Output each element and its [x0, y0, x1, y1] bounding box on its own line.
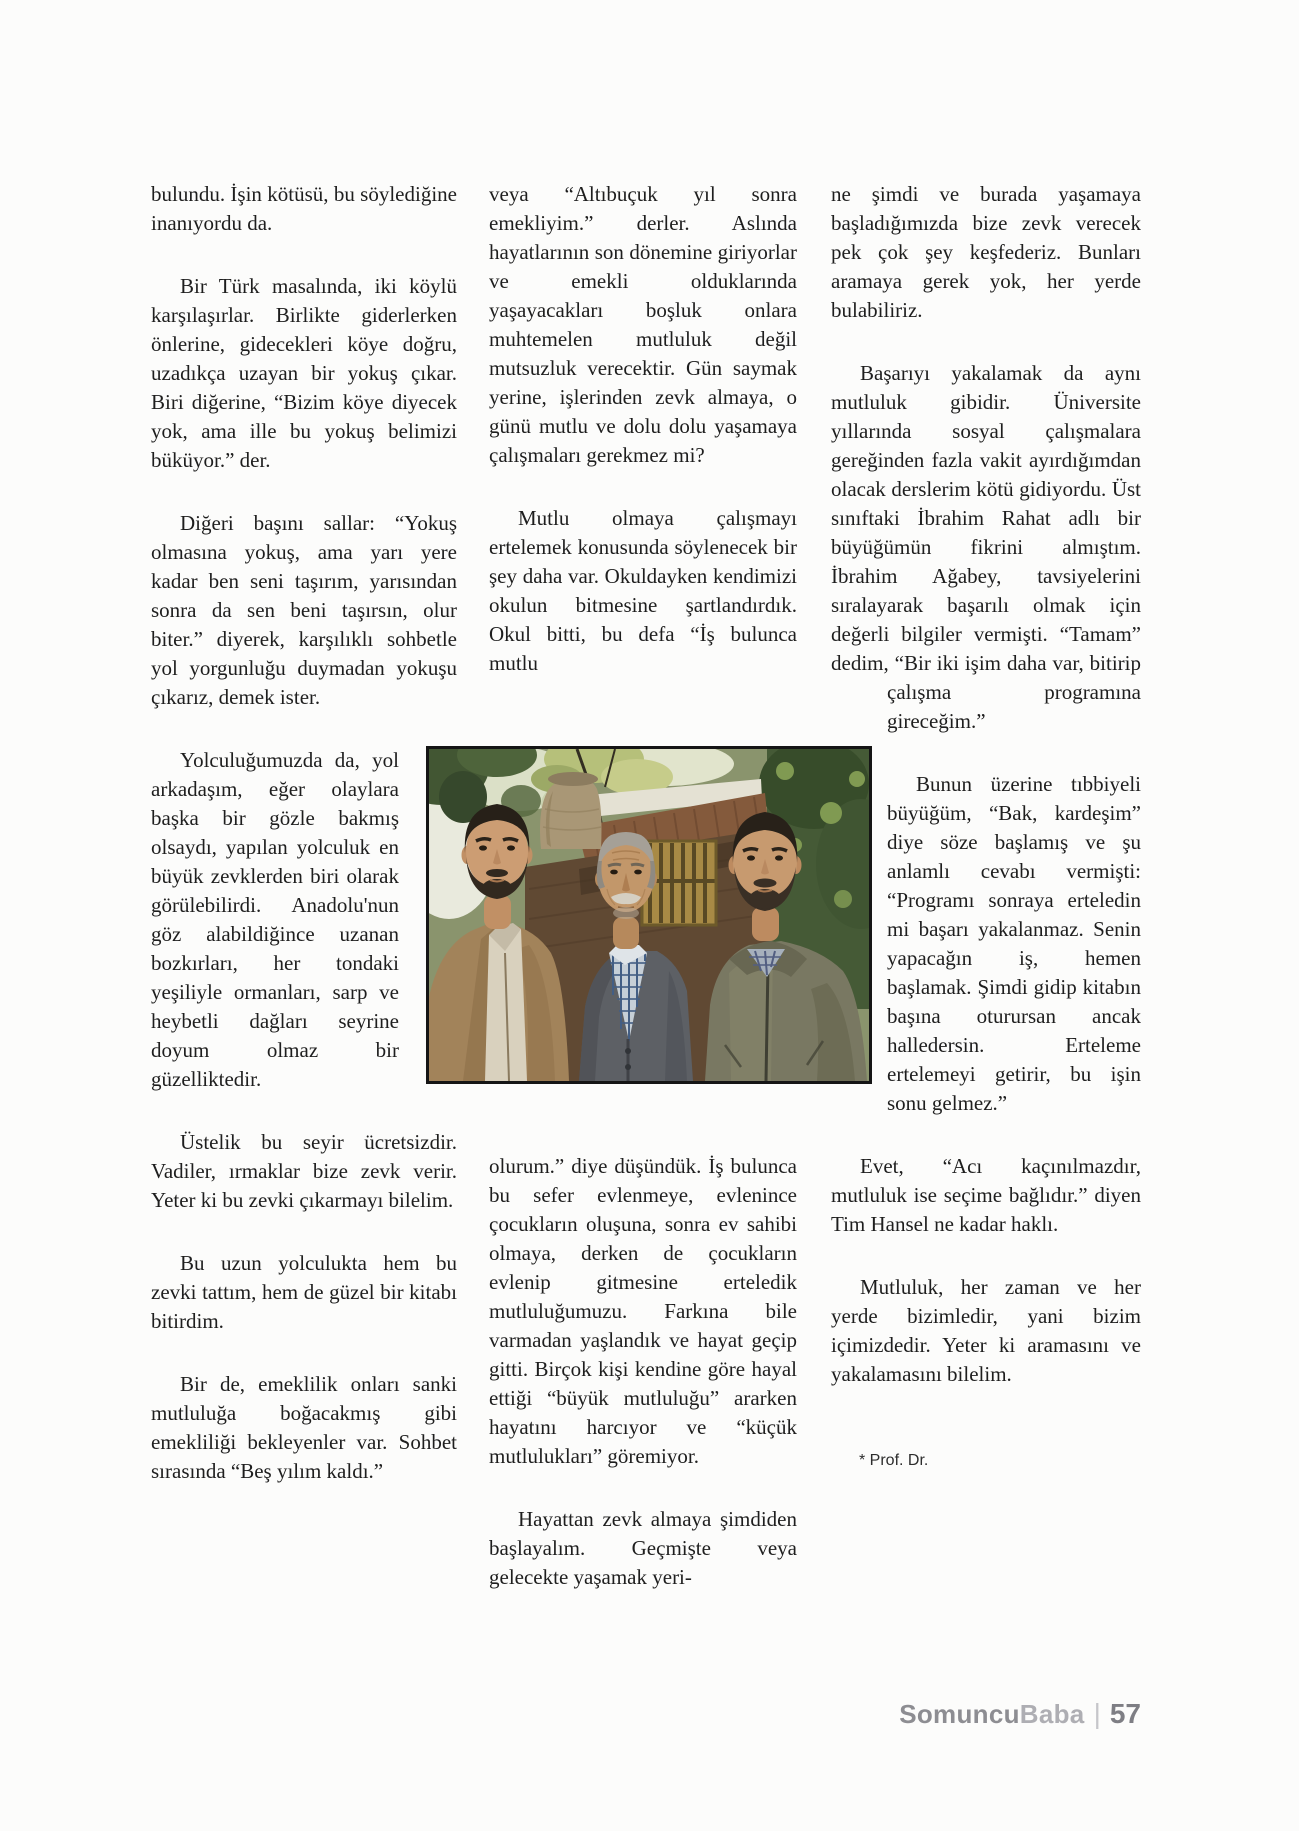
magazine-brand-baba: Baba	[1019, 1699, 1085, 1729]
paragraph: Bir de, emeklilik onları sanki mutluluğa boğacakmış gibi emekliliği bekleyenler var. Sohbet sırasında “Beş yılım kaldı.”	[151, 1372, 457, 1483]
paragraph: Bu uzun yolculukta hem bu zevki tattım, hem de güzel bir kitabı bitirdim.	[151, 1251, 457, 1333]
paragraph: Bunun üzerine tıbbiyeli büyüğüm, “Bak, kardeşim” diye söze başlamış ve şu anlamlı cevabı vermişti: “Programı sonraya erteledin mi başarı yakalanmaz. Senin yapacağın iş, hemen başlamak. Şimdi gidip kitabın başına oturursan ancak halledersin. Erteleme ertelemeyi getirir, bu işin sonu gelmez.”	[887, 772, 1141, 1115]
three-men-photo-illustration	[429, 749, 869, 1081]
paragraph: Yolculuğumuzda da, yol arkadaşım, eğer olaylara başka bir gözle bakmış olsaydı, yapılan yolculuk en büyük zevklerden biri olarak görülebilirdi. Anadolu'nun göz alabildiğince uzanan bozkırları, her tondaki yeşiliyle ormanları, sarp ve heybetli dağları seyrine doyum olmaz bir güzelliktedir.	[151, 748, 399, 1091]
page-number: 57	[1109, 1698, 1141, 1729]
paragraph: Hayattan zevk almaya şimdiden başlayalım. Geçmişte veya gelecekte yaşamak yeri-	[489, 1507, 797, 1589]
paragraph: Başarıyı yakalamak da aynı mutluluk gibidir. Üniversite yıllarında sosyal çalışmalara gereğinden fazla vakit ayırdığımdan olacak derslerim kötü gidiyordu. Üst sınıftaki İbrahim Rahat adlı bir büyüğümün fikrini almıştım. İbrahim Ağabey, tavsiyelerini sıralayarak başarılı olmak için değerli bilgiler vermişti. “Tamam” dedim, “Bir iki işim daha var, bitirip çalışma programına gireceğim.”	[831, 361, 1141, 733]
paragraph: Mutluluk, her zaman ve her yerde bizimledir, yani bizim içimizdedir. Yeter ki aramasını ve yakalamasını bilelim.	[831, 1275, 1141, 1386]
paragraph: Bir Türk masalında, iki köylü karşılaşırlar. Birlikte giderlerken önlerine, gidecekleri köye doğru, uzadıkça uzayan bir yokuş çıkar. Biri diğerine, “Bizim köye diyecek yok, ama ille bu yokuş belimizi büküyor.” der.	[151, 274, 457, 472]
paragraph: olurum.” diye düşündük. İş bulunca bu sefer evlenmeye, evlenince çocukların oluşuna, sonra ev sahibi olmaya, derken de çocukların evlenip gitmesine erteledik mutluluğumuzu. Farkına bile varmadan yaşlandık ve hayat geçip gitti. Birçok kişi kendine göre hayal ettiği “büyük mutluluğu” ararken hayatını harcıyor ve “küçük mutlulukları” göremiyor.	[489, 1154, 797, 1468]
text-column-2-above-photo	[489, 180, 797, 678]
three-men-outdoor-photo	[426, 746, 872, 1084]
text-column-2-below-photo	[489, 1152, 797, 1592]
paragraph: Evet, “Acı kaçınılmazdır, mutluluk ise seçime bağlıdır.” diyen Tim Hansel ne kadar haklı.	[831, 1154, 1141, 1236]
footer-separator: |	[1093, 1698, 1101, 1729]
text-column-1	[151, 180, 457, 1486]
author-footnote: * Prof. Dr.	[859, 1452, 929, 1469]
paragraph: Üstelik bu seyir ücretsizdir. Vadiler, ırmaklar bize zevk verir. Yeter ki bu zevki çıkarmayı bilelim.	[151, 1130, 457, 1212]
paragraph: Mutlu olmaya çalışmayı ertelemek konusunda söylenecek bir şey daha var. Okuldayken kendimizi okulun bitmesine şartlandırdık. Okul bitti, bu defa “İş bulunca mutlu	[489, 506, 797, 675]
paragraph: ne şimdi ve burada yaşamaya başladığımızda bize zevk verecek pek çok şey keşfederiz. Bunları aramaya gerek yok, her yerde bulabiliriz.	[831, 182, 1141, 322]
paragraph: veya “Altıbuçuk yıl sonra emekliyim.” derler. Aslında hayatlarının son dönemine giriyorlar ve emekli olduklarında yaşayacakları boşluk onlara muhtemelen mutluluk değil mutsuzluk verecektir. Gün saymak yerine, işlerinden zevk almaya, o günü mutlu ve dolu dolu yaşamaya çalışmaları gerekmez mi?	[489, 182, 797, 467]
page-footer	[700, 1698, 1141, 1730]
magazine-brand-somuncu: Somuncu	[899, 1699, 1020, 1729]
paragraph: bulundu. İşin kötüsü, bu söylediğine inanıyordu da.	[151, 182, 457, 235]
paragraph: Diğeri başını sallar: “Yokuş olmasına yokuş, ama yarı yere kadar ben seni taşırım, yarısından sonra da sen beni taşırsın, olur biter.” diyerek, karşılıklı sohbetle yol yorgunluğu duymadan yokuşu çıkarız, demek ister.	[151, 511, 457, 709]
text-column-3	[831, 180, 1141, 1471]
